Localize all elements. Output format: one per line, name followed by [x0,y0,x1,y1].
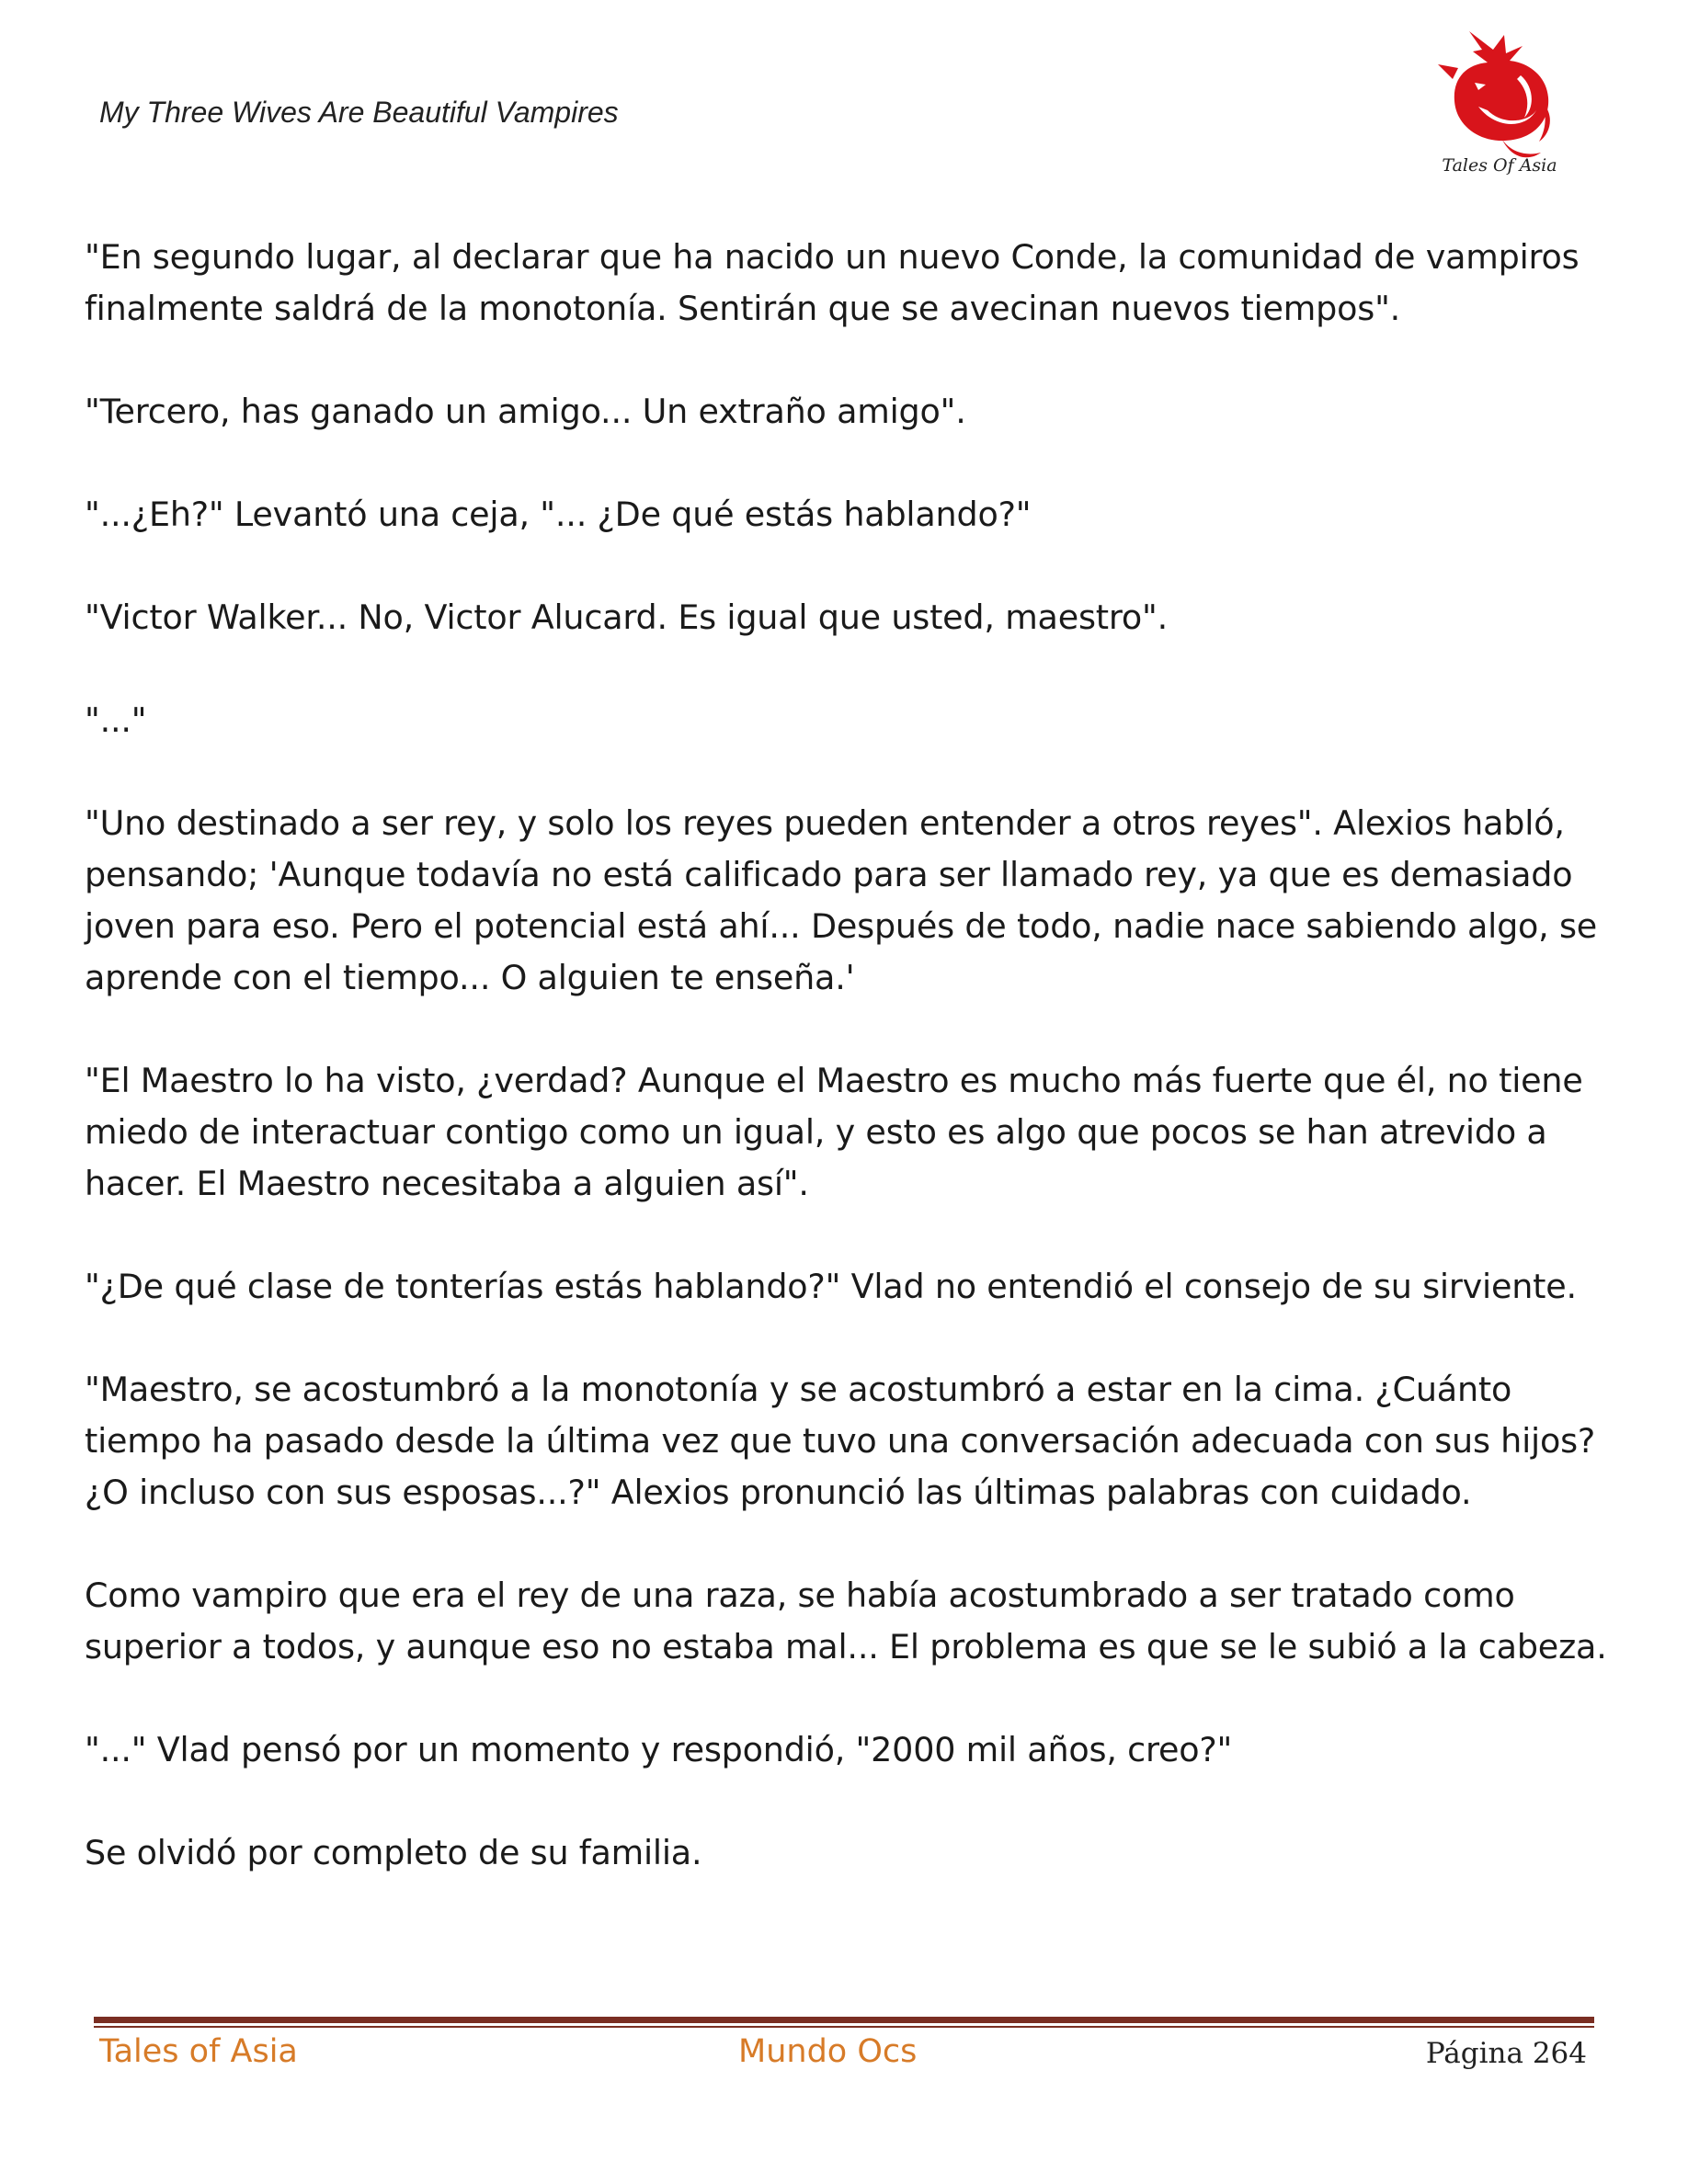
chapter-text [85,232,1629,1930]
paragraph: "..." Vlad pensó por un momento y respondió, "2000 mil años, creo?" [85,1730,1233,1769]
paragraph: "Victor Walker... No, Victor Alucard. Es igual que usted, maestro". [85,597,1169,637]
book-title: My Three Wives Are Beautiful Vampires [99,96,619,129]
paragraph: Como vampiro que era el rey de una raza, se había acostumbrado a ser tratado como superior a todos, y aunque eso no estaba mal... El problema es que se le subió a la cabeza. [85,1575,1607,1666]
footer-section-name: Mundo Ocs [738,2033,918,2070]
footer-divider-thin [94,2026,1594,2028]
svg-text:Tales Of Asia: Tales Of Asia [1442,155,1557,176]
footer-divider [94,2017,1594,2023]
paragraph: "¿De qué clase de tonterías estás hablando?" Vlad no entendió el consejo de su sirviente. [85,1267,1577,1306]
paragraph: "Maestro, se acostumbró a la monotonía y se acostumbró a estar en la cima. ¿Cuánto tiempo ha pasado desde la última vez que tuvo una conversación adecuada con sus hijos? ¿O incluso con sus esposas...?" Alexios pronunció las últimas palabras con cuidado. [85,1370,1596,1512]
paragraph: "Uno destinado a ser rey, y solo los reyes pueden entender a otros reyes". Alexios habló, pensando; 'Aunque todavía no está calificado para ser llamado rey, ya que es demasiado joven para eso. Pero el potencial está ahí... Después de todo, nadie nace sabiendo algo, se aprende con el tiempo... O alguien te enseña.' [85,803,1598,997]
page-number: Página 264 [1425,2037,1587,2070]
paragraph: Se olvidó por completo de su familia. [85,1833,702,1872]
paragraph: "En segundo lugar, al declarar que ha nacido un nuevo Conde, la comunidad de vampiros finalmente saldrá de la monotonía. Sentirán que se avecinan nuevos tiempos". [85,237,1580,328]
paragraph: "El Maestro lo ha visto, ¿verdad? Aunque el Maestro es mucho más fuerte que él, no tiene miedo de interactuar contigo como un igual, y esto es algo que pocos se han atrevido a hacer. El Maestro necesitaba a alguien así". [85,1061,1583,1203]
paragraph: "...¿Eh?" Levantó una ceja, "... ¿De qué estás hablando?" [85,495,1032,534]
paragraph: "..." [85,700,147,740]
paragraph: "Tercero, has ganado un amigo... Un extraño amigo". [85,392,966,431]
footer-site-name: Tales of Asia [99,2033,298,2070]
tales-of-asia-logo [1432,18,1567,180]
